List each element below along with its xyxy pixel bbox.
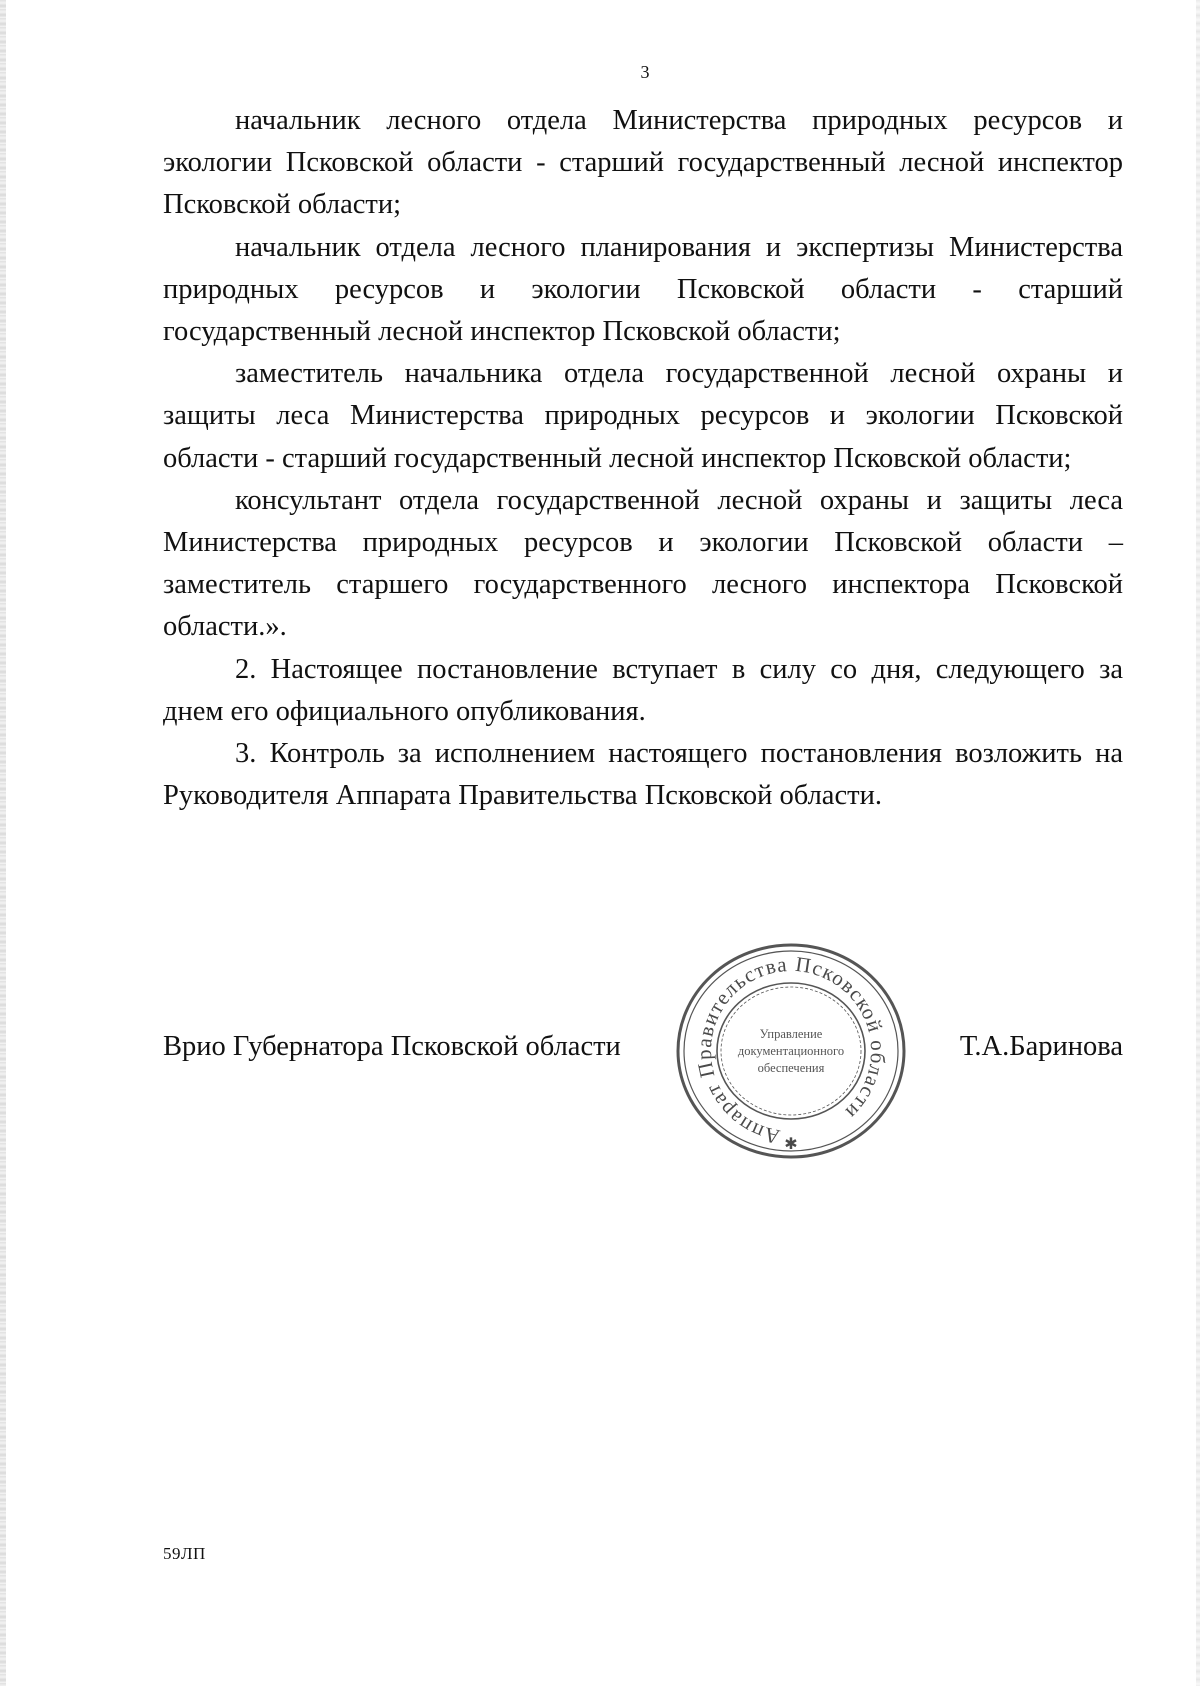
seal-star-icon: ✱ — [784, 1134, 798, 1153]
scan-edge-left — [0, 0, 6, 1686]
seal-center-line-2: документационного — [737, 1044, 845, 1058]
paragraph-consultant: консультант отдела государственной лесной охраны и защиты леса Министерства природных ресурсов и экологии Псковской области – заместитель старшего государственного лесного инспектора Псковской области.». — [163, 484, 1123, 643]
paragraph-planning-department-head: начальник отдела лесного планирования и экспертизы Министерства природных ресурсов и экологии Псковской области - старший государственный лесной инспектор Псковской области; — [163, 231, 1123, 348]
signatory-name: Т.А.Баринова — [959, 1031, 1123, 1062]
signatory-title: Врио Губернатора Псковской области — [163, 1031, 621, 1062]
paragraph-deputy-protection-head: заместитель начальника отдела государственной лесной охраны и защиты леса Министерства природных ресурсов и экологии Псковской области - старший государственный лесной инспектор Псковской области; — [163, 358, 1123, 474]
paragraph-control: 3. Контроль за исполнением настоящего постановления возложить на Руководителя Аппарата Правительства Псковской области. — [163, 738, 1123, 812]
seal-ring-text: Аппарат Правительства Псковской области — [691, 951, 891, 1150]
paragraph-forest-department-head: начальник лесного отдела Министерства природных ресурсов и экологии Псковской области - старший государственный лесной инспектор Псковской области; — [163, 105, 1123, 221]
document-code: 59ЛП — [163, 1544, 206, 1563]
seal-center-line-3: обеспечения — [757, 1061, 825, 1075]
page-number: 3 — [640, 62, 650, 82]
paragraph-effective-date: 2. Настоящее постановление вступает в силу со дня, следующего за днем его официального опубликования. — [163, 653, 1123, 727]
official-seal — [672, 939, 910, 1163]
signature-block — [163, 1025, 1123, 1069]
document-body — [163, 100, 1123, 817]
scan-edge-right — [1196, 0, 1200, 1686]
seal-center-line-1: Управление — [759, 1027, 823, 1041]
